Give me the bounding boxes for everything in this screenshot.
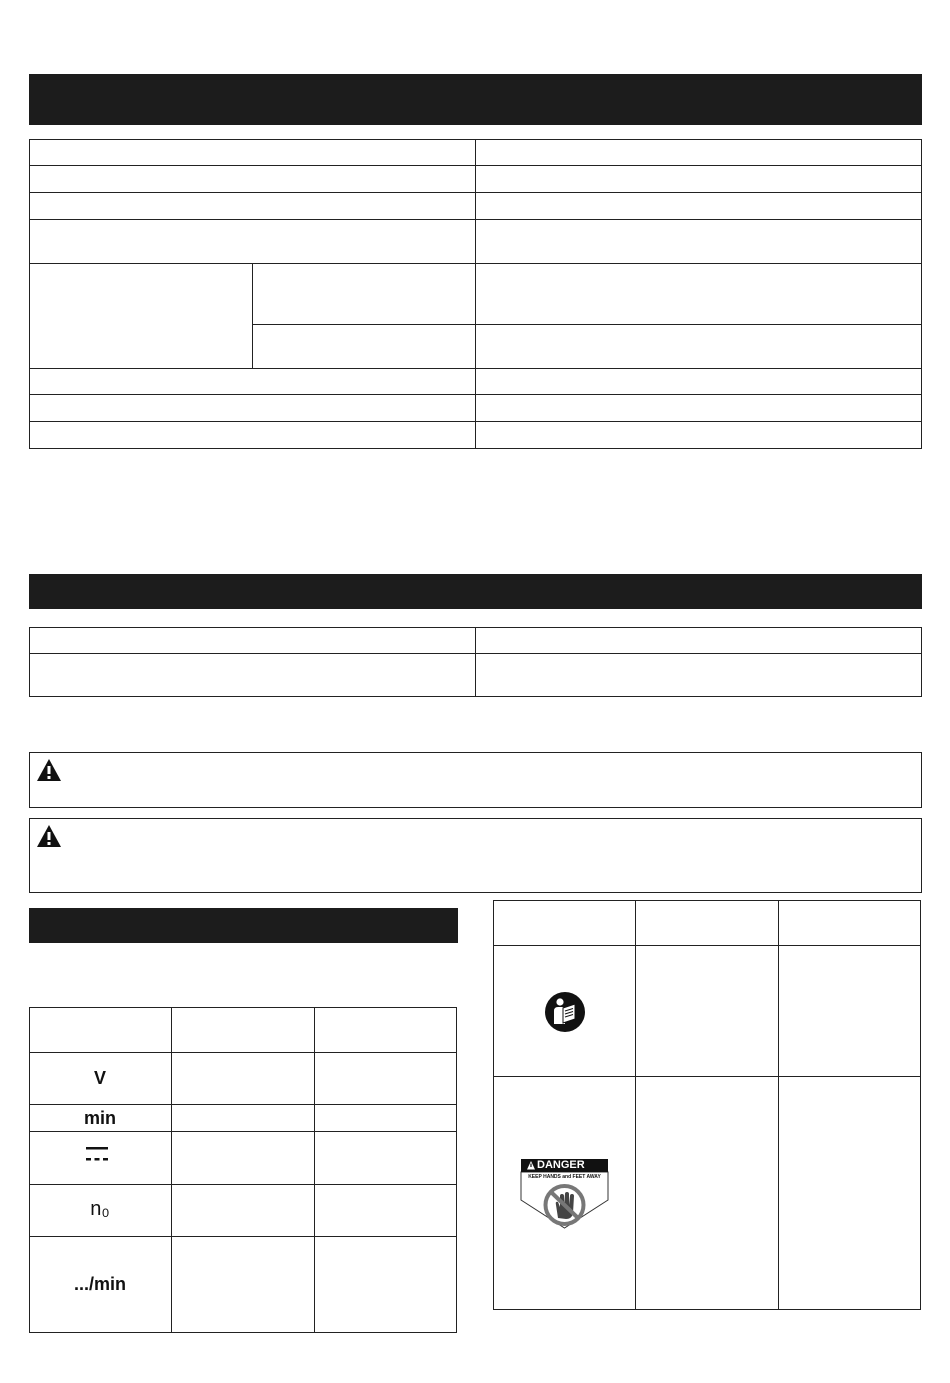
spec-table-col-line [252, 263, 253, 368]
no-load-speed-symbol: n₀ [90, 1198, 110, 1220]
danger-label-icon [520, 1158, 609, 1230]
labels-table-row-line [493, 1076, 921, 1077]
danger-label-text: KEEP HANDS and FEET AWAY [528, 1174, 601, 1180]
section-header-bar-1 [29, 74, 922, 125]
labels-table [493, 900, 921, 1310]
symbols-table-row-line [29, 1131, 457, 1132]
labels-table-col-line [635, 900, 636, 1310]
symbols-table-row-line [29, 1052, 457, 1053]
labels-table-col-line [778, 900, 779, 1310]
minutes-symbol: min [83, 1108, 116, 1128]
labels-table-row-line [493, 945, 921, 946]
symbols-table-col-line [314, 1007, 315, 1333]
spec-table-col-line [475, 139, 476, 449]
section-header-bar-2 [29, 574, 922, 609]
warning-icon [36, 758, 62, 782]
section-header-bar-3 [29, 908, 458, 943]
warning-box-1 [29, 752, 922, 808]
symbols-table-row-line [29, 1236, 457, 1237]
info-table-col-line [475, 627, 476, 697]
spec-table-row-line [252, 324, 922, 325]
warning-box-2 [29, 818, 922, 893]
warning-icon [36, 824, 62, 848]
dc-current-icon [86, 1146, 110, 1164]
per-minute-symbol: .../min [73, 1274, 126, 1294]
read-manual-icon [544, 991, 586, 1033]
symbols-table-row-line [29, 1104, 457, 1105]
symbols-table-col-line [171, 1007, 172, 1333]
danger-label-title: DANGER [537, 1159, 585, 1171]
symbols-table-row-line [29, 1184, 457, 1185]
volts-symbol: V [93, 1068, 106, 1088]
